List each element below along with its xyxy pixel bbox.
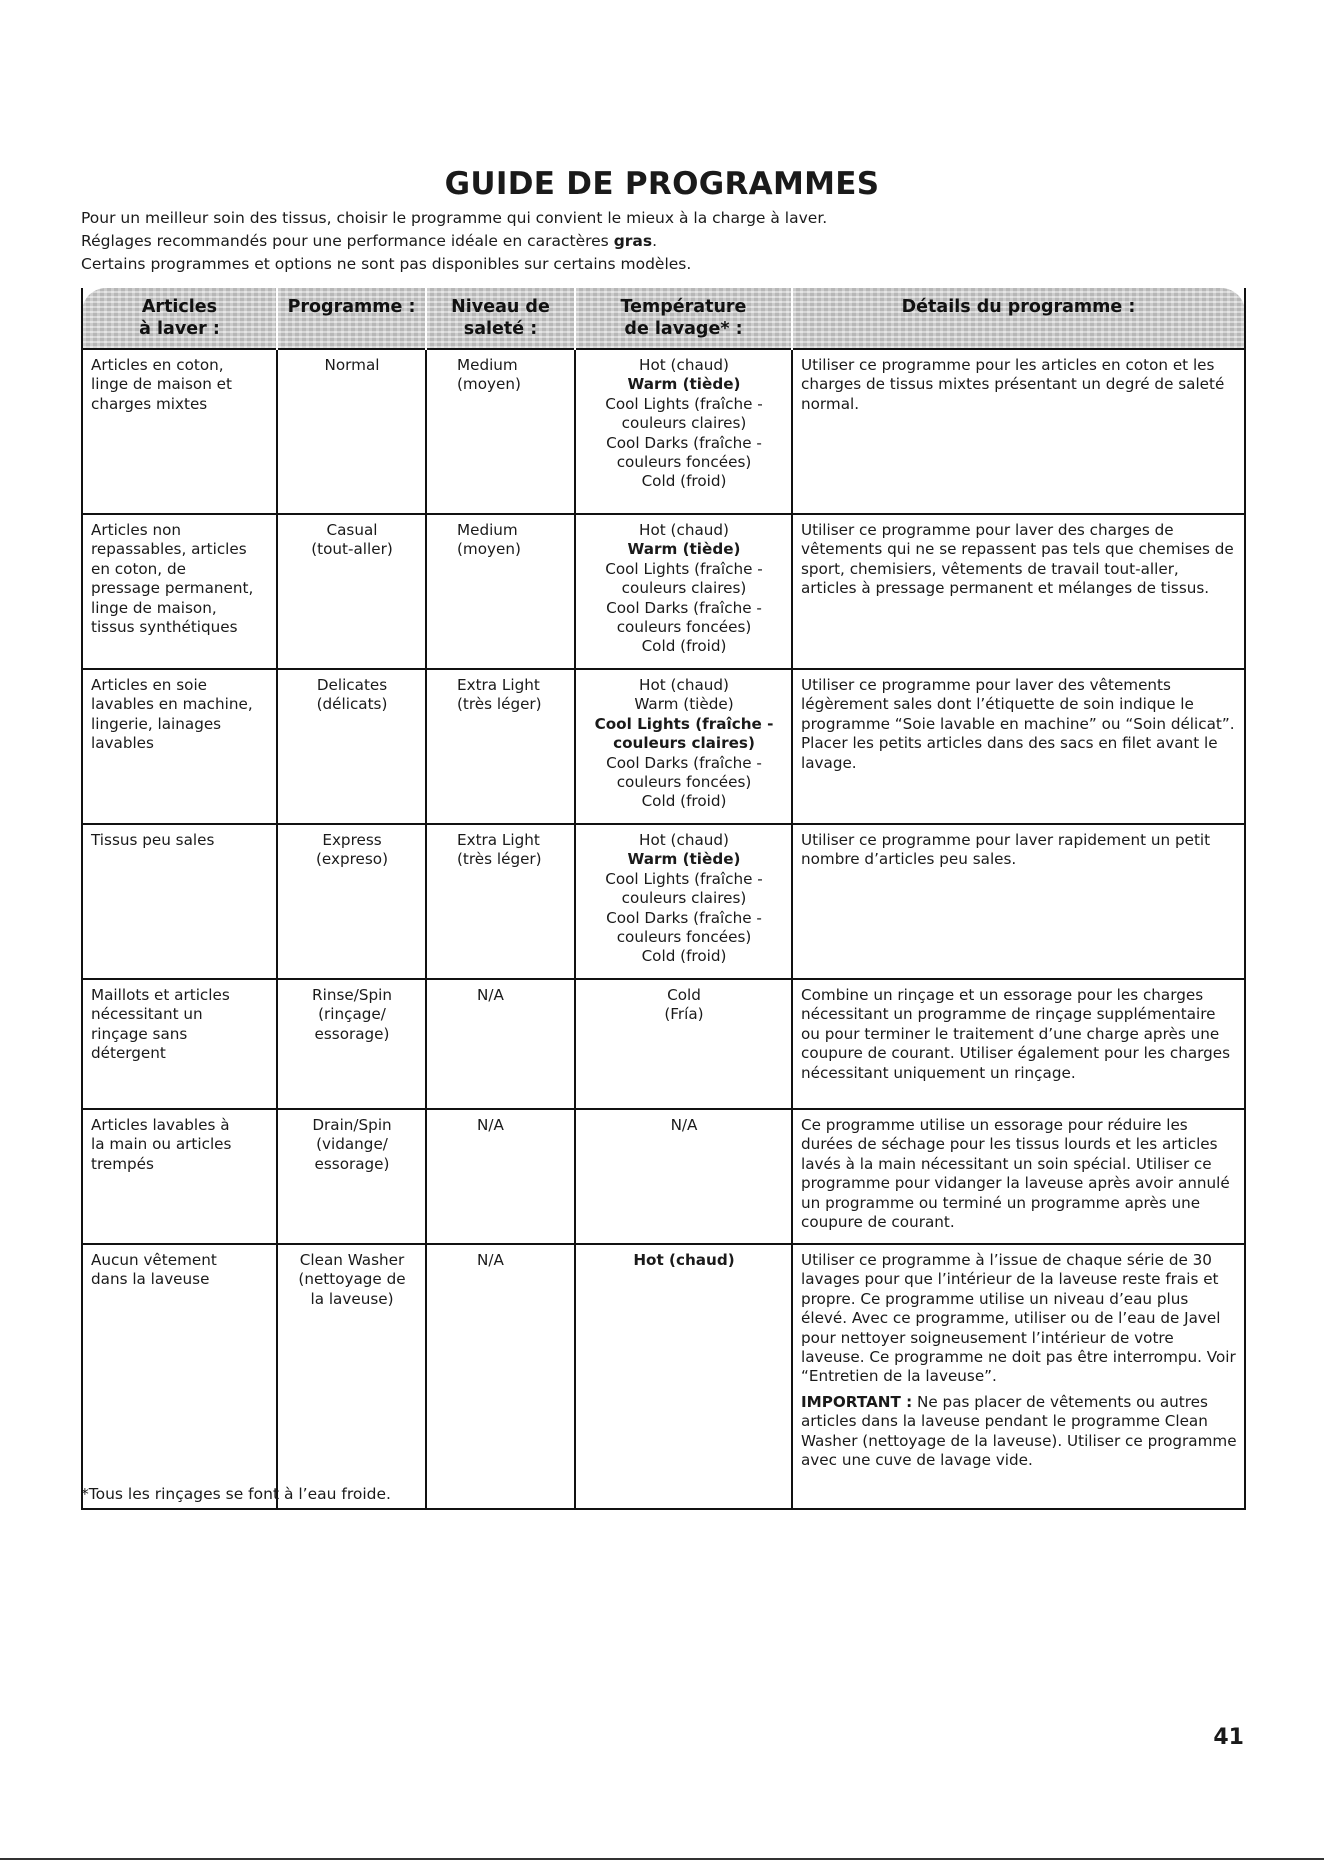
cell-niveau [426,1244,575,1509]
cell-temperature-line: couleurs claires) [621,414,747,433]
table-body [82,349,1245,1509]
cell-programme [277,979,426,1109]
cell-programme [277,669,426,824]
cell-programme-line: Clean Washer [299,1251,405,1269]
cell-articles-line: linge de maison, [91,598,217,617]
page-number: 41 [1213,1725,1244,1750]
header-articles-line-1: Articles [141,297,218,317]
cell-temperature-line: Cool Lights (fraîche - [605,869,763,888]
cell-temperature-line: Warm (tiède) [627,375,741,394]
cell-temperature-line: Cool Darks (fraîche - [606,908,762,927]
cell-temperature-line: couleurs claires) [621,889,747,908]
cell-details [792,514,1245,669]
cell-temperature [575,349,792,514]
cell-programme-line: (rinçage/ [318,1005,386,1024]
cell-temperature [575,514,792,669]
details-text: Utiliser ce programme à l’issue de chaque série de 30 lavages pour que l’intérieur de la laveuse reste frais et propre. Ce programme utilise un niveau d’eau plus élevé. Avec ce programme, utiliser ou de l’eau de Javel pour nettoyer soigneusement l’intérieur de votre laveuse. Ce programme ne doit pas être interrompu. Voir “Entretien de la laveuse”. [801,1251,1236,1386]
table-row [82,669,1245,824]
cell-temperature-line: couleurs foncées) [616,618,752,637]
cell-temperature-line: Hot (chaud) [639,356,729,374]
cell-niveau-line: Medium [457,356,518,374]
cell-articles-line: Articles en soie [91,676,208,694]
cell-articles [82,979,277,1109]
cell-programme [277,514,426,669]
cell-articles [82,824,277,979]
cell-niveau-line: Extra Light [457,831,540,849]
cell-temperature-line: couleurs foncées) [616,453,752,472]
cell-details [792,1109,1245,1244]
details-text: Combine un rinçage et un essorage pour les charges nécessitant un programme de rinçage supplémentaire ou pour terminer le traitement d’une charge après une coupure de courant. Utiliser également pour les charges nécessitant uniquement un rinçage. [801,986,1231,1082]
cell-niveau-line: Medium [457,521,518,539]
cell-articles-line: nécessitant un [91,1005,203,1024]
header-details [792,288,1245,349]
header-articles [82,288,277,349]
cell-temperature-line: Warm (tiède) [627,540,741,559]
cell-temperature [575,1109,792,1244]
cell-temperature-line: Cold (froid) [641,637,727,656]
header-niveau-line-2: saleté : [463,319,538,339]
cell-programme-line: (tout-aller) [311,540,393,559]
cell-articles-line: dans la laveuse [91,1270,210,1289]
cell-temperature-line: Cool Darks (fraîche - [606,753,762,772]
cell-temperature [575,669,792,824]
important-text: Ne pas placer de vêtements ou autres articles dans la laveuse pendant le programme Clean Washer (nettoyage de la laveuse). Utiliser ce programme avec une cuve de lavage vide. [801,1392,1237,1470]
cell-articles [82,514,277,669]
cell-niveau-line: N/A [477,1116,504,1134]
cell-temperature-line: Cold (froid) [641,792,727,811]
cell-articles-line: la main ou articles [91,1135,232,1154]
cell-temperature-line: Cool Darks (fraîche - [606,433,762,452]
cell-temperature-line: couleurs claires) [621,579,747,598]
cell-articles [82,1244,277,1509]
cell-articles-line: détergent [91,1044,166,1063]
cell-temperature-line: Cool Lights (fraîche - [605,394,763,413]
table-row [82,1109,1245,1244]
table-header-row [82,288,1245,349]
important-note [801,1393,1237,1471]
cell-niveau-line: (moyen) [457,540,521,559]
cell-programme [277,1109,426,1244]
cell-temperature-line: couleurs foncées) [616,928,752,947]
cell-temperature-line: N/A [670,1116,698,1134]
cell-niveau [426,669,575,824]
table-row [82,514,1245,669]
page-title: GUIDE DE PROGRAMMES [444,166,880,202]
cell-articles-line: Articles en coton, [91,356,224,374]
cell-temperature-line: Cold [667,986,701,1004]
cell-niveau [426,824,575,979]
cell-temperature-line: Hot (chaud) [639,676,729,694]
cell-articles-line: trempés [91,1154,154,1173]
bottom-rule [0,1858,1324,1860]
cell-temperature-line: Cool Lights (fraîche - [605,559,763,578]
program-guide-table [81,288,1246,1510]
cell-niveau [426,979,575,1109]
cell-articles-line: Maillots et articles [91,986,230,1004]
cell-temperature-line: couleurs foncées) [616,773,752,792]
cell-programme-line: la laveuse) [310,1289,394,1308]
cell-articles-line: lingerie, lainages [91,714,222,733]
cell-articles-line: charges mixtes [91,394,208,413]
intro-line-2-prefix: Réglages recommandés pour une performance idéale en caractères [81,232,614,250]
table-row [82,1244,1245,1509]
cell-articles-line: tissus synthétiques [91,618,238,637]
cell-programme-line: essorage) [314,1154,390,1173]
cell-temperature-line: Warm (tiède) [634,695,734,714]
cell-articles-line: Tissus peu sales [91,831,215,849]
cell-articles [82,1109,277,1244]
cell-temperature-line: Cold (froid) [641,472,727,491]
table-row [82,349,1245,514]
intro-line-3: Certains programmes et options ne sont pas disponibles sur certains modèles. [81,255,692,273]
cell-programme-line: (vidange/ [316,1135,388,1154]
cell-niveau-line: N/A [477,986,504,1004]
cell-programme-line: (délicats) [316,695,388,714]
cell-articles [82,669,277,824]
cell-programme [277,824,426,979]
cell-programme [277,349,426,514]
cell-niveau-line: (très léger) [457,850,542,869]
cell-niveau-line: N/A [477,1251,504,1269]
cell-temperature-line: Cold (froid) [641,947,727,966]
header-programme [277,288,426,349]
cell-programme-line: Rinse/Spin [312,986,392,1004]
cell-details [792,349,1245,514]
intro-bold-word: gras [613,232,653,250]
table-row [82,979,1245,1109]
cell-articles-line: lavables en machine, [91,695,253,714]
cell-details [792,669,1245,824]
cell-programme-line: (nettoyage de [298,1270,406,1289]
cell-temperature-line: Hot (chaud) [639,521,729,539]
details-text: Utiliser ce programme pour laver rapidement un petit nombre d’articles peu sales. [801,831,1211,869]
cell-niveau-line: Extra Light [457,676,540,694]
cell-niveau [426,349,575,514]
cell-temperature-line: Hot (chaud) [633,1251,735,1269]
cell-temperature-line: Cool Darks (fraîche - [606,598,762,617]
important-label: IMPORTANT : [801,1392,913,1411]
cell-temperature-line: Cool Lights (fraîche - [594,714,774,733]
cell-programme-line: Delicates [316,676,388,694]
cell-programme-line: essorage) [314,1024,390,1043]
cell-programme-line: Express [322,831,382,849]
cell-details [792,824,1245,979]
cell-articles-line: Aucun vêtement [91,1251,217,1269]
cell-niveau [426,1109,575,1244]
cell-temperature-line: (Fría) [664,1005,704,1024]
intro-line-2-suffix: . [652,232,658,250]
cell-temperature [575,824,792,979]
header-programme-label: Programme : [287,297,416,317]
cell-niveau-line: (moyen) [457,375,521,394]
footnote: *Tous les rinçages se font à l’eau froide. [81,1485,391,1503]
cell-articles-line: en coton, de [91,559,186,578]
cell-articles-line: pressage permanent, [91,579,254,598]
cell-articles-line: repassables, articles [91,540,247,559]
cell-niveau [426,514,575,669]
cell-articles-line: rinçage sans [91,1024,188,1043]
cell-temperature-line: Warm (tiède) [627,850,741,869]
cell-articles-line: lavables [91,734,154,753]
header-niveau [426,288,575,349]
cell-programme [277,1244,426,1509]
header-articles-line-2: à laver : [139,319,220,339]
cell-niveau-line: (très léger) [457,695,542,714]
cell-programme-line: Casual [326,521,378,539]
cell-articles-line: linge de maison et [91,375,232,394]
cell-programme-line: Drain/Spin [312,1116,392,1134]
cell-temperature [575,979,792,1109]
header-temperature-line-2: de lavage* : [624,319,743,339]
details-text: Utiliser ce programme pour laver des charges de vêtements qui ne se repassent pas tels que chemises de sport, chemisiers, vêtements de travail tout-aller, articles à pressage permanent et mélanges de tissus. [801,521,1234,598]
intro-line-1: Pour un meilleur soin des tissus, choisir le programme qui convient le mieux à la charge à laver. [81,209,828,227]
cell-details [792,979,1245,1109]
cell-details [792,1244,1245,1509]
details-text: Utiliser ce programme pour les articles en coton et les charges de tissus mixtes présentant un degré de saleté normal. [801,356,1225,413]
table-row [82,824,1245,979]
header-temperature [575,288,792,349]
intro-line-2 [81,230,1241,253]
cell-temperature-line: Hot (chaud) [639,831,729,849]
header-temperature-line-1: Température [620,297,747,317]
header-niveau-line-1: Niveau de [451,297,550,317]
cell-programme-line: (expreso) [315,850,388,869]
cell-temperature-line: couleurs claires) [613,734,755,753]
details-text: Utiliser ce programme pour laver des vêtements légèrement sales dont l’étiquette de soin indique le programme “Soie lavable en machine” ou “Soin délicat”. Placer les petits articles dans des sacs en filet avant le lavage. [801,676,1235,772]
cell-articles-line: Articles non [91,521,182,539]
header-details-label: Détails du programme : [901,297,1136,317]
cell-articles [82,349,277,514]
cell-articles-line: Articles lavables à [91,1116,230,1134]
cell-temperature [575,1244,792,1509]
cell-programme-line: Normal [324,356,380,374]
details-text: Ce programme utilise un essorage pour réduire les durées de séchage pour les tissus lourds et les articles lavés à la main nécessitant un soin spécial. Utiliser ce programme pour vidanger la laveuse après avoir annulé un programme ou terminé un programme après une coupure de courant. [801,1116,1230,1232]
